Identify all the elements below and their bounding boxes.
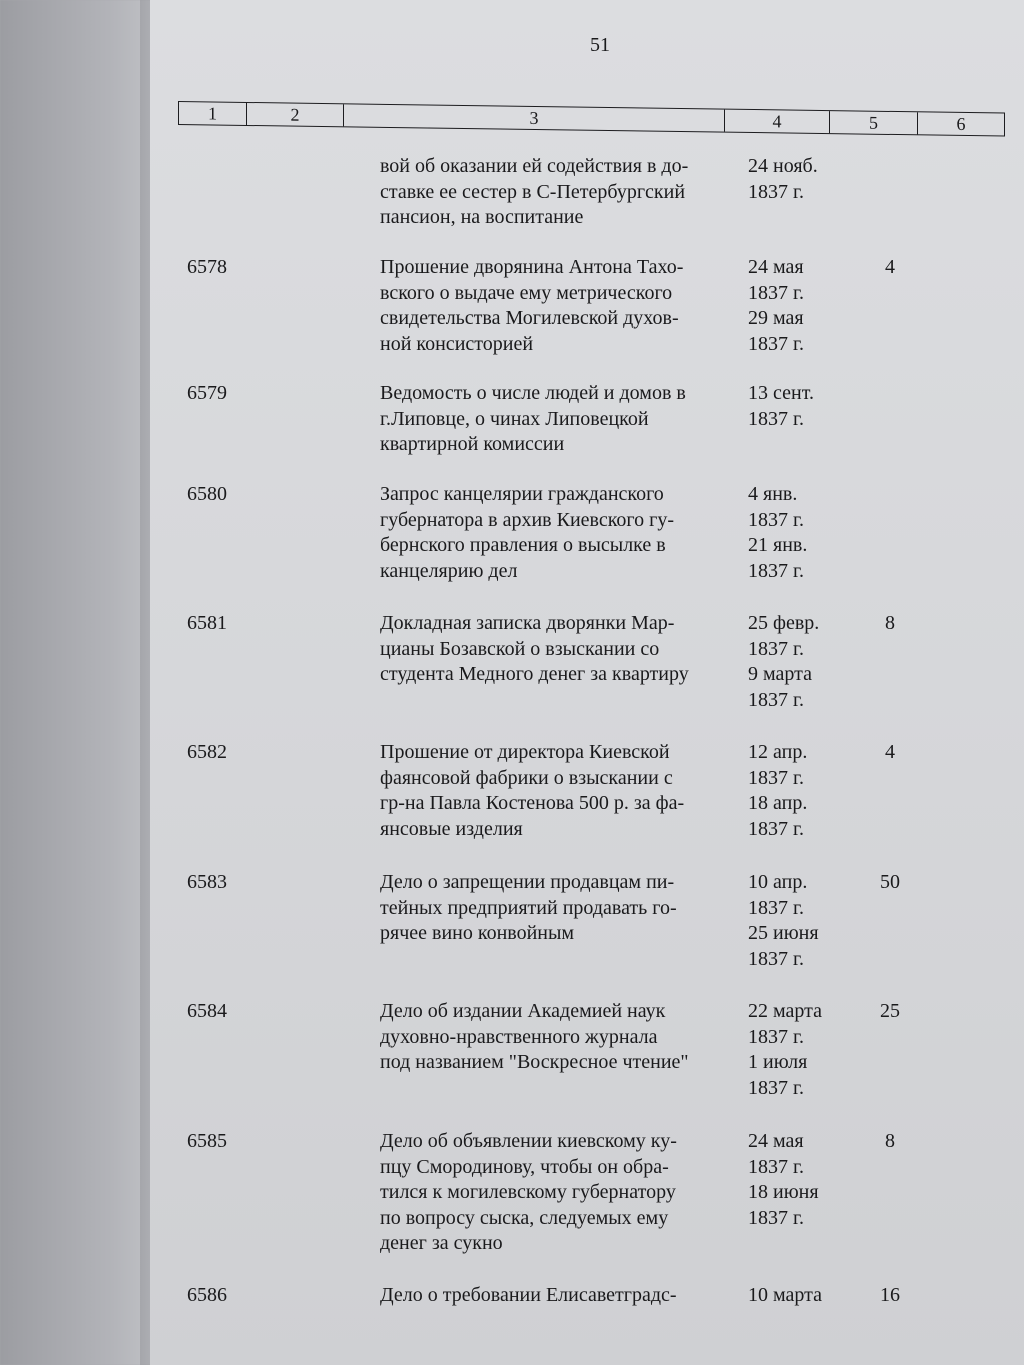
date-line: 10 апр. (748, 871, 808, 893)
date-line: 18 апр. (748, 792, 808, 815)
record-description (380, 154, 740, 231)
date-line: 22 марта (748, 1000, 822, 1022)
column-header-2: 2 (247, 103, 344, 126)
description-line: Запрос канцелярии гражданского (380, 483, 664, 505)
page-number: 51 (590, 34, 610, 56)
record-number: 6579 (187, 382, 227, 404)
description-line: цианы Бозавской о взыскании со (380, 637, 660, 660)
date-line: 24 мая (748, 256, 804, 278)
description-line: Прошение от директора Киевской (380, 741, 670, 763)
description-line: канцелярию дел (380, 559, 518, 582)
description-line: рячее вино конвойным (380, 922, 575, 945)
date-line: 1837 г. (748, 281, 804, 304)
record-dates (748, 1129, 858, 1231)
record-sheet-count: 50 (880, 871, 900, 893)
record-sheet-count: 4 (885, 256, 895, 278)
record-sheet-count: 8 (885, 1130, 895, 1152)
date-line: 1 июля (748, 1051, 808, 1074)
record-description (380, 381, 740, 458)
description-line: гр-на Павла Костенова 500 р. за фа- (380, 792, 685, 815)
description-line: Ведомость о числе людей и домов в (380, 382, 686, 404)
record-dates (748, 740, 858, 842)
description-line: губернатора в архив Киевского гу- (380, 508, 675, 531)
date-line: 1837 г. (748, 896, 804, 919)
record-description (380, 1283, 740, 1309)
description-line: под названием "Воскресное чтение" (380, 1051, 689, 1074)
record-number: 6584 (187, 1000, 227, 1022)
date-line: 1837 г. (748, 1155, 804, 1178)
column-header-3: 3 (344, 104, 725, 131)
description-line: Дело об объявлении киевскому ку- (380, 1130, 677, 1152)
description-line: бернского правления о высылке в (380, 534, 666, 557)
date-line: 1837 г. (748, 947, 804, 970)
date-line: 9 марта (748, 663, 812, 686)
record-dates (748, 1283, 858, 1309)
date-line: 1837 г. (748, 1025, 804, 1048)
date-line: 1837 г. (748, 817, 804, 840)
record-sheet-count: 8 (885, 612, 895, 634)
record-number: 6586 (187, 1284, 227, 1306)
record-sheet-count: 4 (885, 741, 895, 763)
record-dates (748, 154, 858, 205)
column-header-1: 1 (179, 102, 247, 125)
date-line: 12 апр. (748, 741, 808, 763)
date-line: 1837 г. (748, 1206, 804, 1229)
date-line: 24 мая (748, 1130, 804, 1152)
description-line: вой об оказании ей содействия в до- (380, 155, 689, 177)
date-line: 21 янв. (748, 534, 808, 557)
description-line: вского о выдаче ему метрического (380, 281, 673, 304)
description-line: ставке ее сестер в С-Петербургский (380, 180, 686, 203)
description-line: студента Медного денег за квартиру (380, 663, 689, 686)
description-line: тился к могилевскому губернатору (380, 1181, 676, 1204)
column-header-4: 4 (725, 110, 830, 133)
date-line: 1837 г. (748, 407, 804, 430)
record-description (380, 740, 740, 842)
record-number: 6578 (187, 256, 227, 278)
date-line: 25 февр. (748, 612, 820, 634)
description-line: пансион, на воспитание (380, 206, 584, 229)
record-dates (748, 999, 858, 1101)
description-line: Прошение дворянина Антона Тахо- (380, 256, 684, 278)
description-line: ной консисторией (380, 332, 534, 355)
record-dates (748, 870, 858, 972)
date-line: 1837 г. (748, 559, 804, 582)
facing-page-edge (0, 0, 160, 1365)
description-line: пцу Смородинову, чтобы он обра- (380, 1155, 669, 1178)
record-description (380, 999, 740, 1076)
description-line: Дело об издании Академией наук (380, 1000, 666, 1022)
record-description (380, 255, 740, 357)
description-line: свидетельства Могилевской духов- (380, 307, 679, 330)
description-line: Докладная записка дворянки Мар- (380, 612, 675, 634)
description-line: по вопросу сыска, следуемых ему (380, 1206, 669, 1229)
record-number: 6580 (187, 483, 227, 505)
record-description (380, 1129, 740, 1257)
description-line: г.Липовце, о чинах Липовецкой (380, 407, 649, 430)
date-line: 1837 г. (748, 508, 804, 531)
date-line: 1837 г. (748, 332, 804, 355)
date-line: 13 сент. (748, 382, 814, 404)
date-line: 1837 г. (748, 1076, 804, 1099)
record-description (380, 482, 740, 584)
record-number: 6581 (187, 612, 227, 634)
date-line: 1837 г. (748, 180, 804, 203)
column-header-6: 6 (956, 113, 966, 134)
date-line: 18 июня (748, 1181, 819, 1204)
description-line: квартирной комиссии (380, 433, 565, 456)
description-line: фаянсовой фабрики о взыскании с (380, 766, 673, 789)
column-header-5: 5 (830, 111, 918, 134)
date-line: 10 марта (748, 1284, 822, 1306)
record-description (380, 870, 740, 947)
record-number: 6582 (187, 741, 227, 763)
date-line: 1837 г. (748, 688, 804, 711)
record-number: 6583 (187, 871, 227, 893)
description-line: тейных предприятий продавать го- (380, 896, 677, 919)
date-line: 1837 г. (748, 637, 804, 660)
record-dates (748, 381, 858, 432)
description-line: духовно-нравственного журнала (380, 1025, 658, 1048)
record-description (380, 611, 740, 688)
date-line: 29 мая (748, 307, 804, 330)
record-dates (748, 255, 858, 357)
record-sheet-count: 25 (880, 1000, 900, 1022)
description-line: Дело о запрещении продавцам пи- (380, 871, 675, 893)
date-line: 25 июня (748, 922, 819, 945)
description-line: Дело о требовании Елисаветградс- (380, 1284, 677, 1306)
date-line: 24 нояб. (748, 155, 818, 177)
record-number: 6585 (187, 1130, 227, 1152)
record-dates (748, 611, 858, 713)
description-line: янсовые изделия (380, 817, 523, 840)
date-line: 4 янв. (748, 483, 798, 505)
date-line: 1837 г. (748, 766, 804, 789)
record-sheet-count: 16 (880, 1284, 900, 1306)
description-line: денег за сукно (380, 1232, 503, 1255)
record-dates (748, 482, 858, 584)
